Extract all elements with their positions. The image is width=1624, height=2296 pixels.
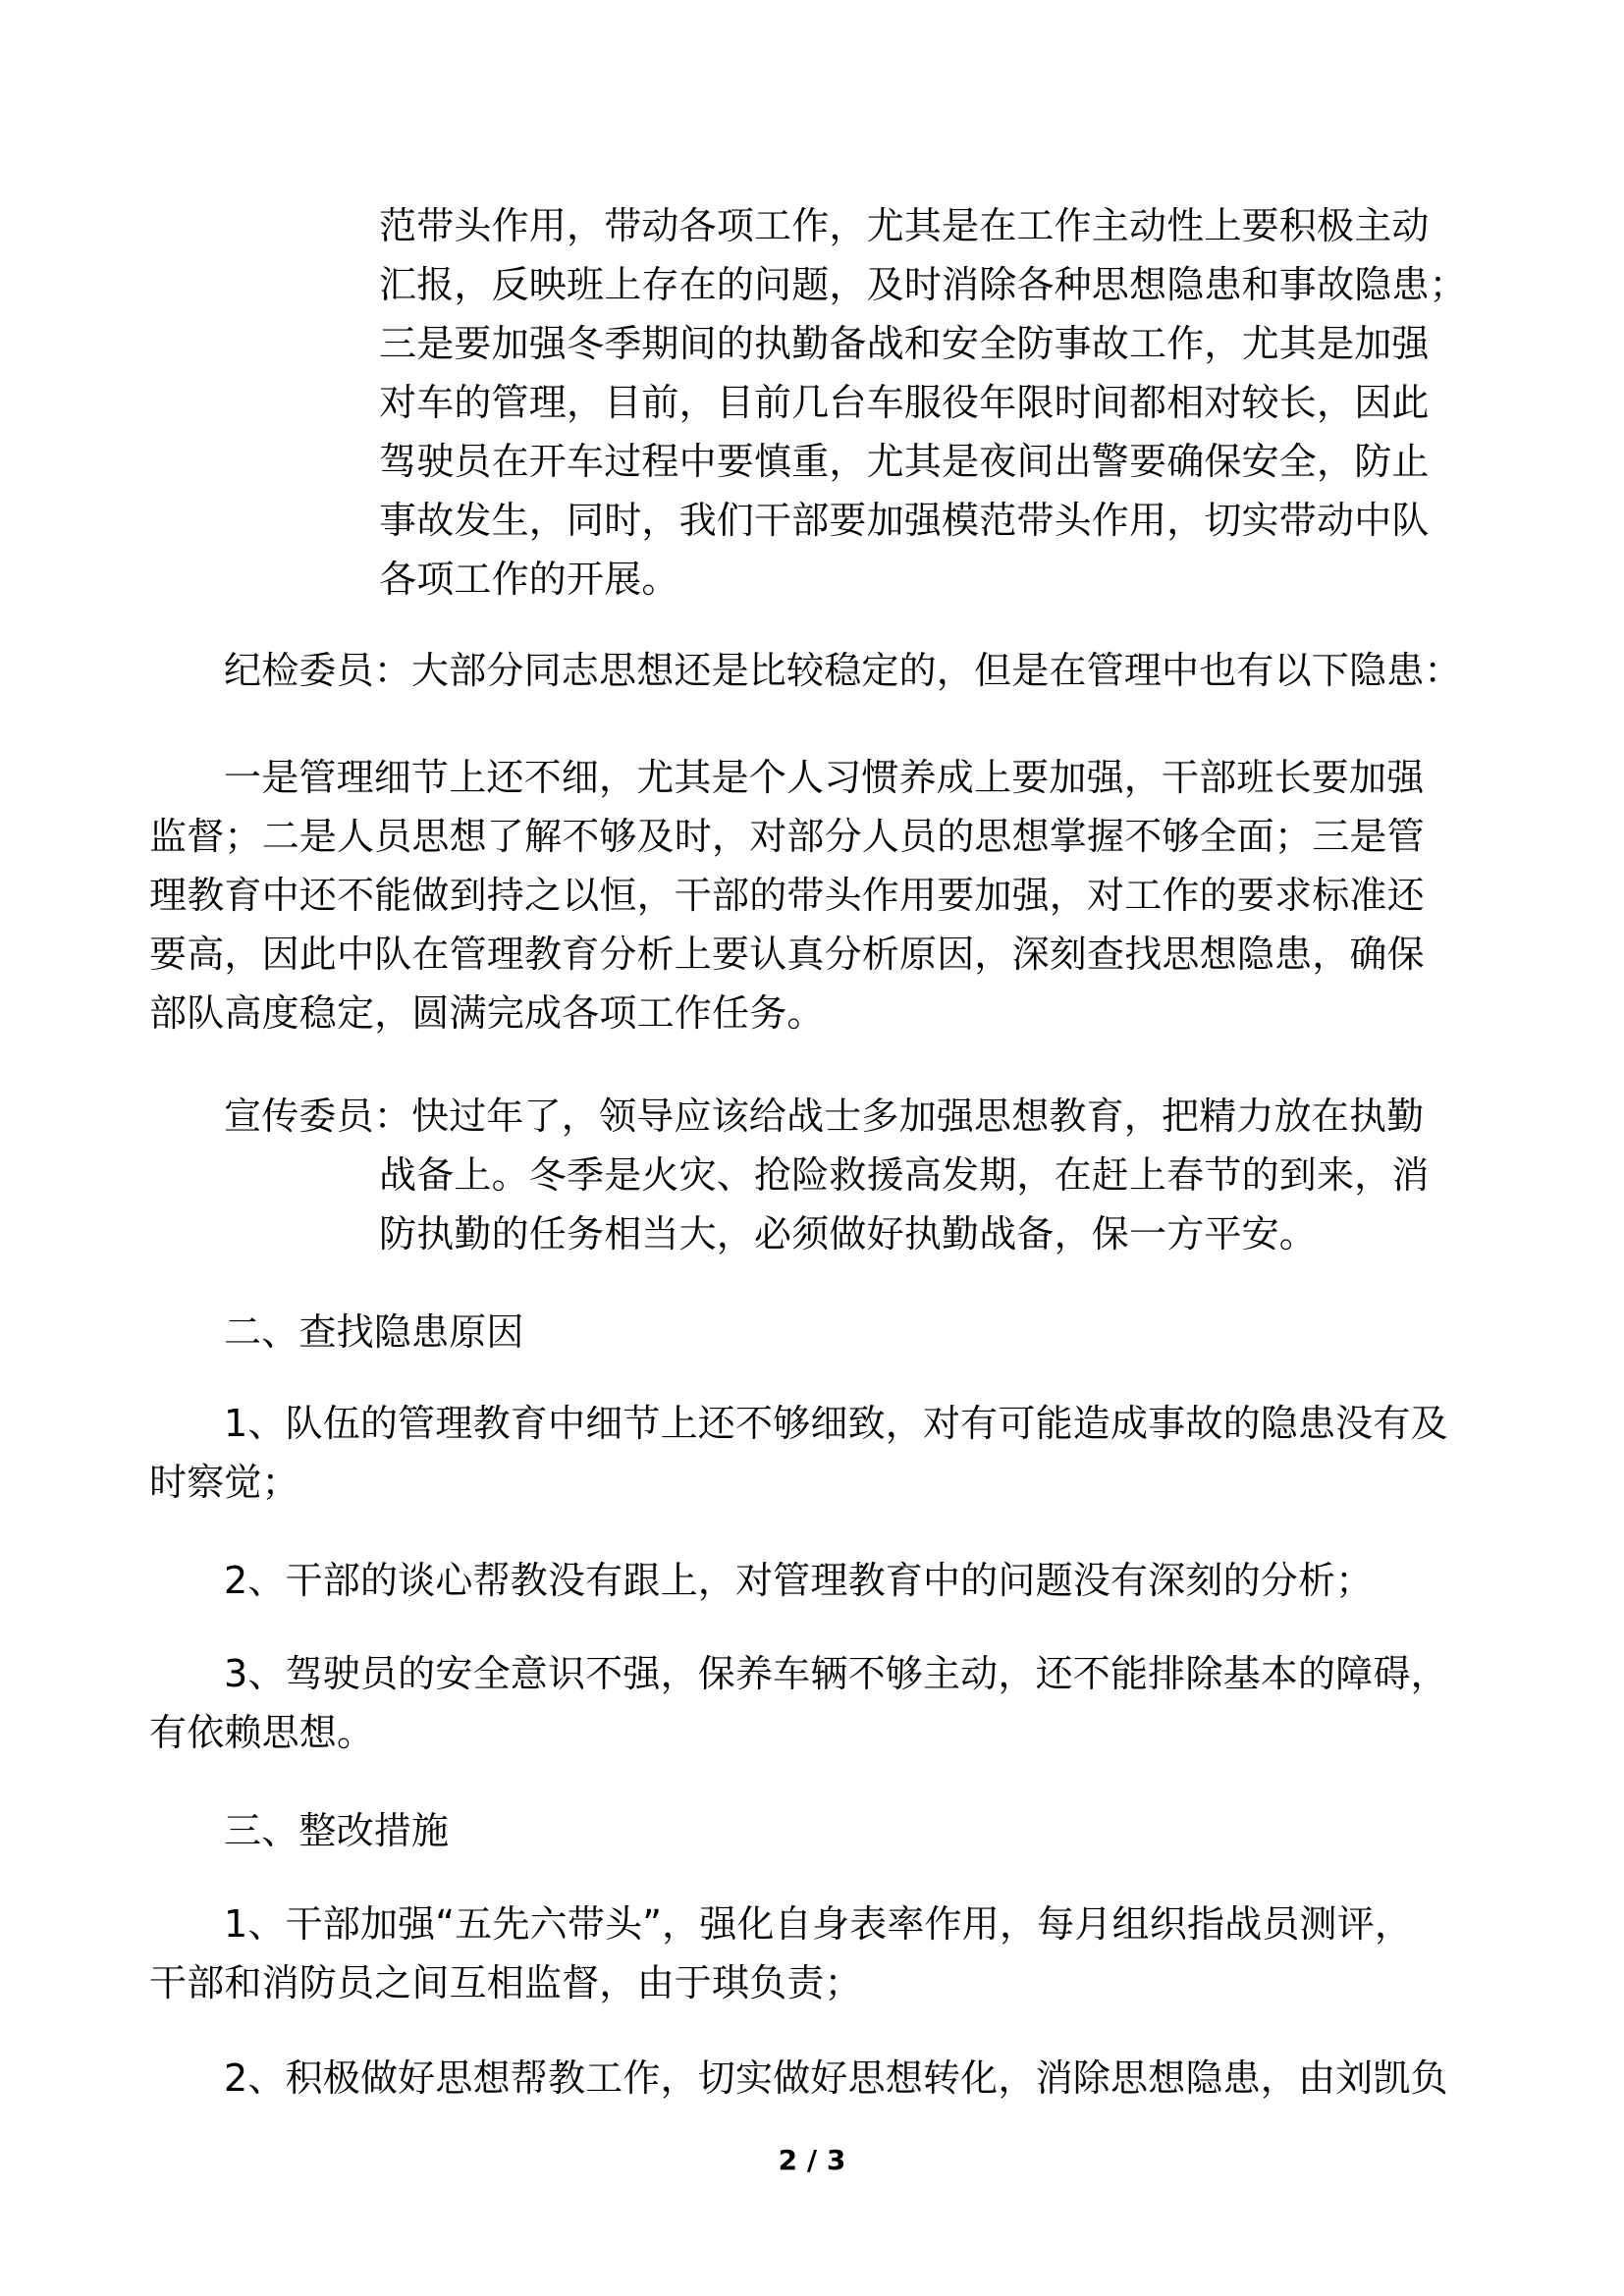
list-item: 2、干部的谈心帮教没有跟上，对管理教育中的问题没有深刻的分析； bbox=[224, 1559, 1374, 1602]
text-line: 时察觉； bbox=[149, 1461, 299, 1504]
discipline-committee-statement: 纪检委员：大部分同志思想还是比较稳定的，但是在管理中也有以下隐患： bbox=[224, 649, 1462, 692]
text-line: 范带头作用，带动各项工作，尤其是在工作主动性上要积极主动 bbox=[379, 204, 1430, 247]
text-line: 1、干部加强“五先六带头”，强化自身表率作用，每月组织指战员测评， bbox=[224, 1902, 1413, 1946]
text-line: 对车的管理，目前，目前几台车服役年限时间都相对较长，因此 bbox=[379, 381, 1430, 424]
text-line: 防执勤的任务相当大，必须做好执勤战备，保一方平安。 bbox=[379, 1212, 1318, 1255]
text-line: 干部和消防员之间互相监督，由于琪负责； bbox=[149, 1961, 862, 2004]
text-line: 理教育中还不能做到持之以恒，干部的带头作用要加强，对工作的要求标准还 bbox=[149, 874, 1425, 917]
text-line: 各项工作的开展。 bbox=[379, 558, 679, 601]
text-line: 3、驾驶员的安全意识不强，保养车辆不够主动，还不能排除基本的障碍， bbox=[224, 1652, 1448, 1695]
text-line: 1、队伍的管理教育中细节上还不够细致，对有可能造成事故的隐患没有及 bbox=[224, 1402, 1448, 1445]
text-line: 一是管理细节上还不细，尤其是个人习惯养成上要加强，干部班长要加强 bbox=[224, 756, 1425, 799]
page-number: 2 / 3 bbox=[778, 2144, 846, 2176]
text-line: 汇报，反映班上存在的问题，及时消除各种思想隐患和事故隐患； bbox=[379, 263, 1467, 306]
text-line: 部队高度稳定，圆满完成各项工作任务。 bbox=[149, 991, 825, 1035]
section-heading: 三、整改措施 bbox=[224, 1809, 450, 1852]
section-heading: 二、查找隐患原因 bbox=[224, 1310, 524, 1354]
text-line: 战备上。冬季是火灾、抢险救援高发期，在赶上春节的到来，消 bbox=[379, 1153, 1430, 1197]
text-line: 要高，因此中队在管理教育分析上要认真分析原因，深刻查找思想隐患，确保 bbox=[149, 933, 1425, 976]
text-line: 事故发生，同时，我们干部要加强模范带头作用，切实带动中队 bbox=[379, 499, 1430, 542]
text-line: 宣传委员：快过年了，领导应该给战士多加强思想教育，把精力放在执勤 bbox=[224, 1095, 1425, 1138]
text-line: 驾驶员在开车过程中要慎重，尤其是夜间出警要确保安全，防止 bbox=[379, 440, 1430, 483]
text-line: 三是要加强冬季期间的执勤备战和安全防事故工作，尤其是加强 bbox=[379, 322, 1430, 365]
list-item: 2、积极做好思想帮教工作，切实做好思想转化，消除思想隐患，由刘凯负 bbox=[224, 2056, 1448, 2100]
text-line: 监督；二是人员思想了解不够及时，对部分人员的思想掌握不够全面；三是管 bbox=[149, 815, 1425, 858]
text-line: 有依赖思想。 bbox=[149, 1711, 375, 1754]
